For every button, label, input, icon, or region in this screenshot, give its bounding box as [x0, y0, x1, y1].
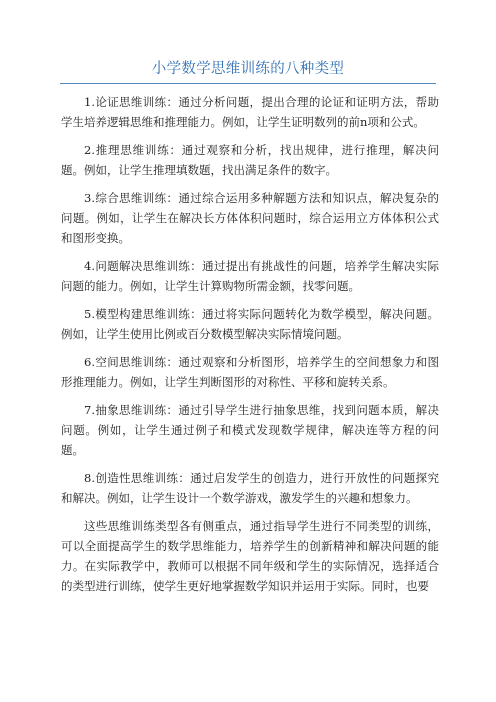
- paragraph-5: 5.模型构建思维训练：通过将实际问题转化为数学模型，解决问题。例如，让学生使用比例或百分数模型解决实际情境问题。: [61, 307, 439, 341]
- paragraph-1: 1.论证思维训练：通过分析问题，提出合理的论证和证明方法，帮助学生培养逻辑思维和推理能力。例如，让学生证明数列的前n项和公式。: [61, 95, 439, 129]
- paragraph-2: 2.推理思维训练：通过观察和分析，找出规律，进行推理，解决问题。例如，让学生推理填数题，找出满足条件的数字。: [61, 143, 439, 177]
- paragraph-8: 8.创造性思维训练：通过启发学生的创造力，进行开放性的问题探究和解决。例如，让学生设计一个数学游戏，激发学生的兴趣和想象力。: [61, 471, 439, 505]
- paragraph-6: 6.空间思维训练：通过观察和分析图形，培养学生的空间想象力和图形推理能力。例如，让学生判断图形的对称性、平移和旋转关系。: [61, 355, 439, 389]
- document-title: 小学数学思维训练的八种类型: [151, 61, 345, 77]
- paragraph-summary: 这些思维训练类型各有侧重点，通过指导学生进行不同类型的训练，可以全面提高学生的数学思维能力，培养学生的创新精神和解决问题的能力。在实际教学中，教师可以根据不同年级和学生的实际情况，选择适合的类型进行训练，使学生更好地掌握数学知识并运用于实际。同时，也要: [61, 519, 439, 593]
- paragraph-7: 7.抽象思维训练：通过引导学生进行抽象思维，找到问题本质，解决问题。例如，让学生通过例子和模式发现数学规律，解决连等方程的问题。: [61, 403, 439, 457]
- document-body: [61, 92, 439, 604]
- title-underline: [60, 83, 436, 84]
- paragraph-3: 3.综合思维训练：通过综合运用多种解题方法和知识点，解决复杂的问题。例如，让学生在解决长方体体积问题时，综合运用立方体体积公式和图形变换。: [61, 191, 439, 245]
- paragraph-4: 4.问题解决思维训练：通过提出有挑战性的问题，培养学生解决实际问题的能力。例如，让学生计算购物所需金额，找零问题。: [61, 259, 439, 293]
